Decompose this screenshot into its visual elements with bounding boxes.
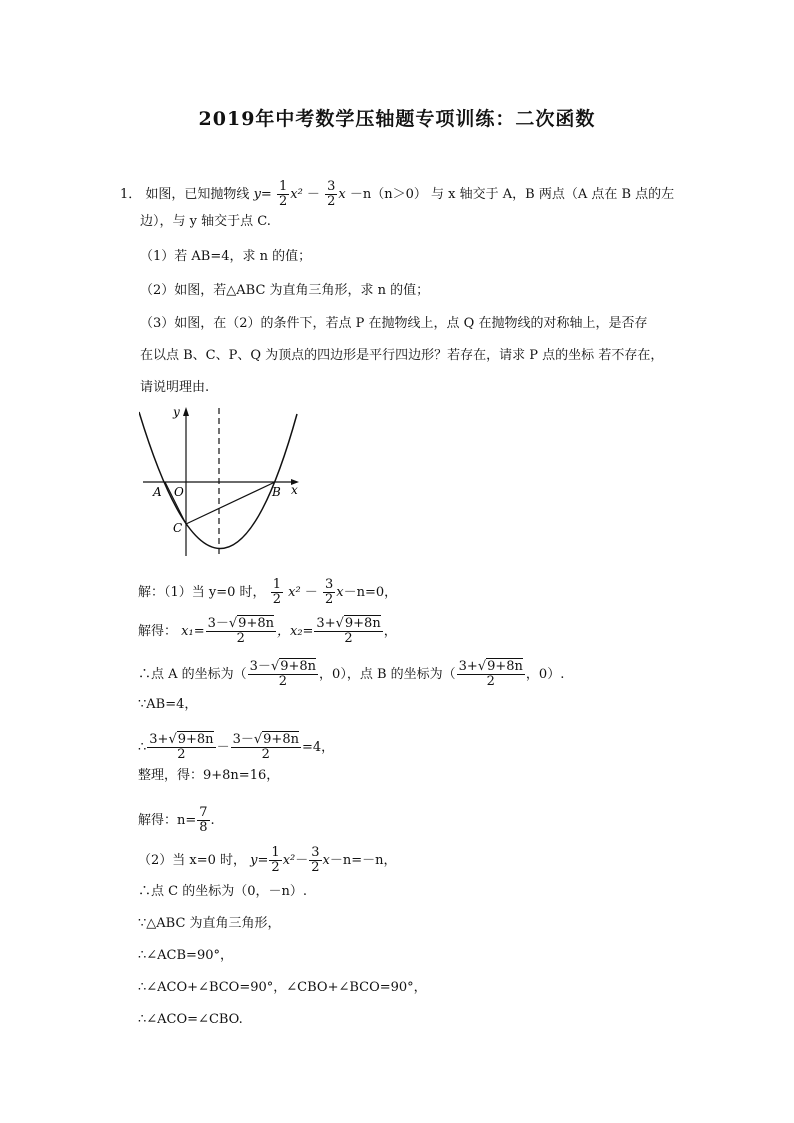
solution-step-13: ∴∠ACO=∠CBO. [138, 1012, 243, 1027]
period: . [210, 813, 215, 828]
fraction-three-half: $\frac{3}{2}$ [311, 845, 320, 875]
solution-step-5-tail: =4， [301, 740, 335, 755]
solution-step-1-tail: =0， [364, 585, 398, 600]
fraction-three-half: $\frac{3}{2}$ [324, 577, 334, 607]
problem-number: 1． [120, 187, 142, 202]
x-squared: x² [282, 853, 296, 868]
fraction-one-half: $\frac{1}{2}$ [271, 845, 280, 875]
comma: ， [383, 624, 397, 639]
minus-sign: － [216, 740, 230, 755]
solution-step-3-mid: ，0），点 B 的坐标为（ [319, 667, 456, 682]
fraction-one-half: $\frac{1}{2}$ [272, 577, 281, 607]
minus-sign: － [295, 853, 309, 868]
solution-step-4: ∵AB=4， [138, 697, 198, 712]
solution-step-2 [138, 617, 397, 646]
problem-intro-c: 边），与 y 轴交于点 C. [140, 214, 271, 229]
x-axis-label: x [291, 483, 298, 497]
fraction-one-half: $\frac{1}{2}$ [278, 179, 288, 209]
solution-step-8-tail: =－n， [351, 853, 397, 868]
x-var: x [336, 585, 344, 600]
minus-n: －n [343, 585, 365, 600]
point-a-label: A [153, 485, 162, 499]
solution-step-5 [138, 733, 334, 762]
solution-step-11: ∴∠ACB=90°， [138, 948, 233, 963]
page-title: 2019年中考数学压轴题专项训练：二次函数 [198, 108, 596, 130]
origin-label: O [174, 485, 184, 499]
minus-sign: － [306, 187, 320, 202]
solution-step-8-head: （2）当 x=0 时， [138, 853, 247, 868]
solution-step-7-head: 解得：n= [138, 813, 197, 828]
fraction-three-half: $\frac{3}{2}$ [327, 179, 336, 209]
root-x1-fraction: $\frac{3-√9+8n}{2}$ [207, 616, 274, 646]
y-axis-label: y [173, 405, 180, 419]
solution-step-7 [138, 806, 215, 835]
question-3-line-a: （3）如图，在（2）的条件下，若点 P 在抛物线上，点 Q 在抛物线的对称轴上，是否存 [140, 316, 648, 331]
solution-step-3-tail: ，0）. [525, 667, 565, 682]
x1-eq: x₁= [181, 624, 205, 639]
question-3-line-c: 请说明理由. [140, 380, 210, 395]
root-plus-fraction: $\frac{3+√9+8n}{2}$ [149, 732, 214, 762]
minus-sign: － [304, 585, 318, 600]
question-1: （1）若 AB=4，求 n 的值； [140, 249, 312, 264]
solution-step-8 [138, 846, 397, 875]
minus-n: －n [329, 853, 352, 868]
solution-step-6: 整理，得：9+8n=16， [138, 768, 280, 783]
root-x2-fraction: $\frac{3+√9+8n}{2}$ [316, 616, 381, 646]
parabola-figure [139, 404, 303, 560]
solution-step-5-head: ∴ [138, 740, 147, 755]
point-a-x-fraction: $\frac{3-√9+8n}{2}$ [249, 659, 317, 689]
solution-step-2-head: 解得： [138, 624, 178, 639]
problem-intro-b: 与 x 轴交于 A，B 两点（A 点在 B 点的左 [431, 187, 675, 202]
solution-step-9: ∴点 C 的坐标为（0，－n）. [138, 884, 307, 899]
solution-step-10: ∵△ABC 为直角三角形， [138, 916, 281, 931]
y-axis-arrow-icon [183, 407, 189, 416]
solution-step-3 [138, 660, 564, 689]
fraction-seven-eighths: $\frac{7}{8}$ [199, 805, 208, 835]
x-squared: x² [290, 187, 303, 202]
root-minus-fraction: $\frac{3-√9+8n}{2}$ [232, 732, 299, 762]
y-eq: y= [250, 853, 269, 868]
solution-step-12: ∴∠ACO+∠BCO=90°，∠CBO+∠BCO=90°， [138, 980, 427, 995]
solution-step-3-text: ∴点 A 的坐标为（ [138, 667, 247, 682]
x-var: x [322, 853, 330, 868]
question-3-line-b: 在以点 B、C、P、Q 为顶点的四边形是平行四边形？若存在，请求 P 点的坐标 若不存在， [140, 348, 664, 363]
question-2: （2）如图，若△ABC 为直角三角形，求 n 的值； [140, 283, 430, 298]
x-var: x [338, 187, 346, 202]
parabola-curve [139, 412, 297, 549]
solution-step-1 [138, 578, 397, 607]
problem-intro-a: 如图，已知抛物线 [145, 187, 254, 202]
x-squared: x² [288, 585, 301, 600]
point-b-x-fraction: $\frac{3+√9+8n}{2}$ [458, 659, 523, 689]
problem-intro-line [120, 180, 674, 209]
x2-eq: ，x₂= [276, 624, 314, 639]
minus-n-condition: －n（n＞0） [349, 187, 427, 202]
y-eq: y= [253, 187, 272, 202]
segment-cb [186, 482, 275, 524]
point-c-label: C [173, 521, 183, 535]
solution-step-1-text: 解：（1）当 y=0 时， [138, 585, 266, 600]
point-b-label: B [272, 485, 281, 499]
